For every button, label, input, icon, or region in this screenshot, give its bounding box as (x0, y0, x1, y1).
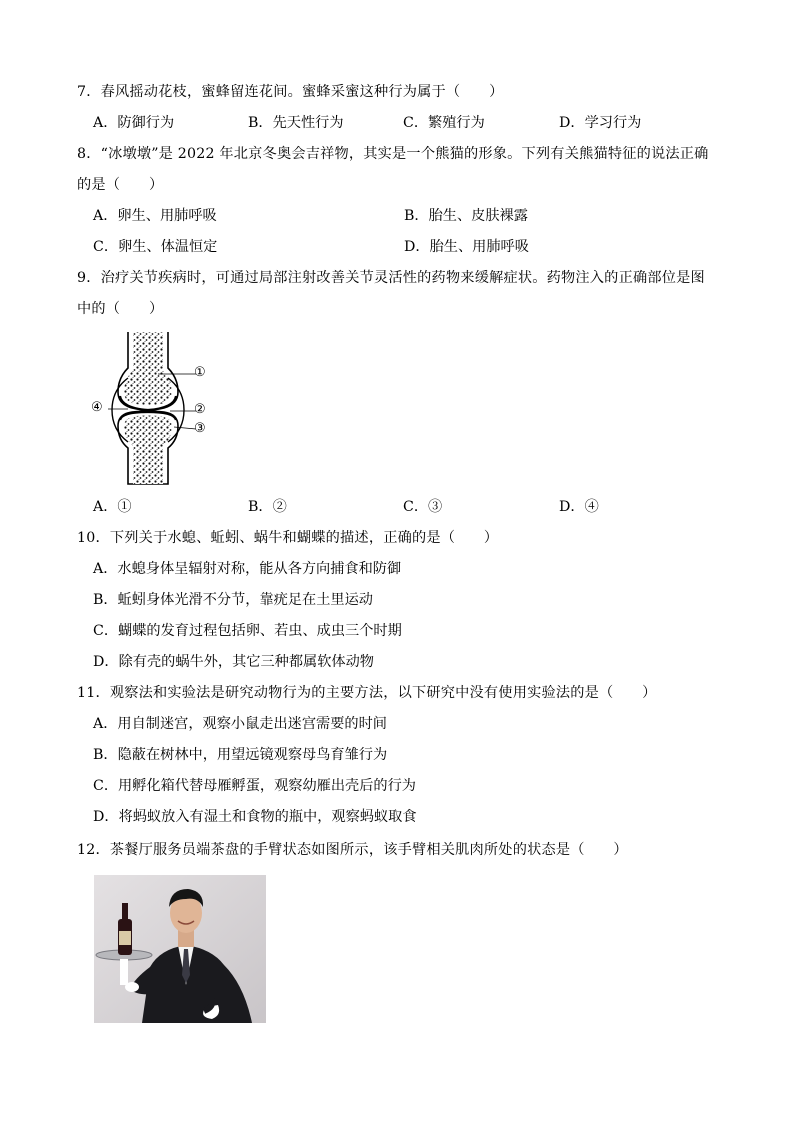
figure-label-3: ③ (194, 421, 206, 436)
figure-label-2: ② (194, 402, 206, 417)
question-11-option-a: A．用自制迷宫，观察小鼠走出迷宫需要的时间 (93, 716, 387, 732)
question-11-option-b: B．隐蔽在树林中，用望远镜观察母鸟育雏行为 (93, 747, 388, 763)
waiter-photo (94, 875, 266, 1023)
question-7-option-a: A．防御行为 (93, 115, 175, 131)
question-8-stem-line-1: 8．“冰墩墩”是 2022 年北京冬奥会吉祥物，其实是一个熊猫的形象。下列有关熊猫特征的说法正确 (77, 146, 709, 162)
joint-diagram (88, 330, 214, 486)
question-8-stem-line-2: 的是（ ） (77, 177, 164, 193)
question-7-option-c: C．繁殖行为 (403, 115, 485, 131)
question-8-option-b: B．胎生、皮肤裸露 (404, 208, 528, 224)
question-9-option-b: B．② (248, 499, 287, 515)
question-8-option-c: C．卵生、体温恒定 (93, 239, 218, 255)
question-11-option-d: D．将蚂蚁放入有湿土和食物的瓶中，观察蚂蚁取食 (93, 809, 417, 825)
question-10-option-d: D．除有壳的蜗牛外，其它三种都属软体动物 (93, 654, 374, 670)
figure-label-4: ④ (91, 400, 103, 415)
question-7-stem: 7．春风摇动花枝，蜜蜂留连花间。蜜蜂采蜜这种行为属于（ ） (77, 84, 504, 100)
question-9-stem-line-2: 中的（ ） (77, 301, 164, 317)
question-11-option-c: C．用孵化箱代替母雁孵蛋，观察幼雁出壳后的行为 (93, 778, 416, 794)
question-10-option-c: C．蝴蝶的发育过程包括卵、若虫、成虫三个时期 (93, 623, 402, 639)
question-10-option-b: B．蚯蚓身体光滑不分节，靠疣足在土里运动 (93, 592, 373, 608)
question-9-stem-line-1: 9．治疗关节疾病时，可通过局部注射改善关节灵活性的药物来缓解症状。药物注入的正确部位是图 (77, 270, 705, 286)
question-10-option-a: A．水螅身体呈辐射对称，能从各方向捕食和防御 (93, 561, 402, 577)
question-9-option-a: A．① (93, 499, 132, 515)
question-7-option-d: D．学习行为 (559, 115, 642, 131)
question-10-stem: 10．下列关于水螅、蚯蚓、蜗牛和蝴蝶的描述，正确的是（ ） (77, 530, 499, 546)
question-9-option-d: D．④ (559, 499, 599, 515)
question-8-option-d: D．胎生、用肺呼吸 (404, 239, 529, 255)
question-8-option-a: A．卵生、用肺呼吸 (93, 208, 217, 224)
figure-label-1: ① (194, 365, 206, 380)
question-9-option-c: C．③ (403, 499, 443, 515)
question-12-stem: 12．茶餐厅服务员端茶盘的手臂状态如图所示，该手臂相关肌肉所处的状态是（ ） (77, 842, 628, 858)
question-11-stem: 11．观察法和实验法是研究动物行为的主要方法，以下研究中没有使用实验法的是（ ） (77, 685, 657, 701)
question-7-option-b: B．先天性行为 (248, 115, 344, 131)
